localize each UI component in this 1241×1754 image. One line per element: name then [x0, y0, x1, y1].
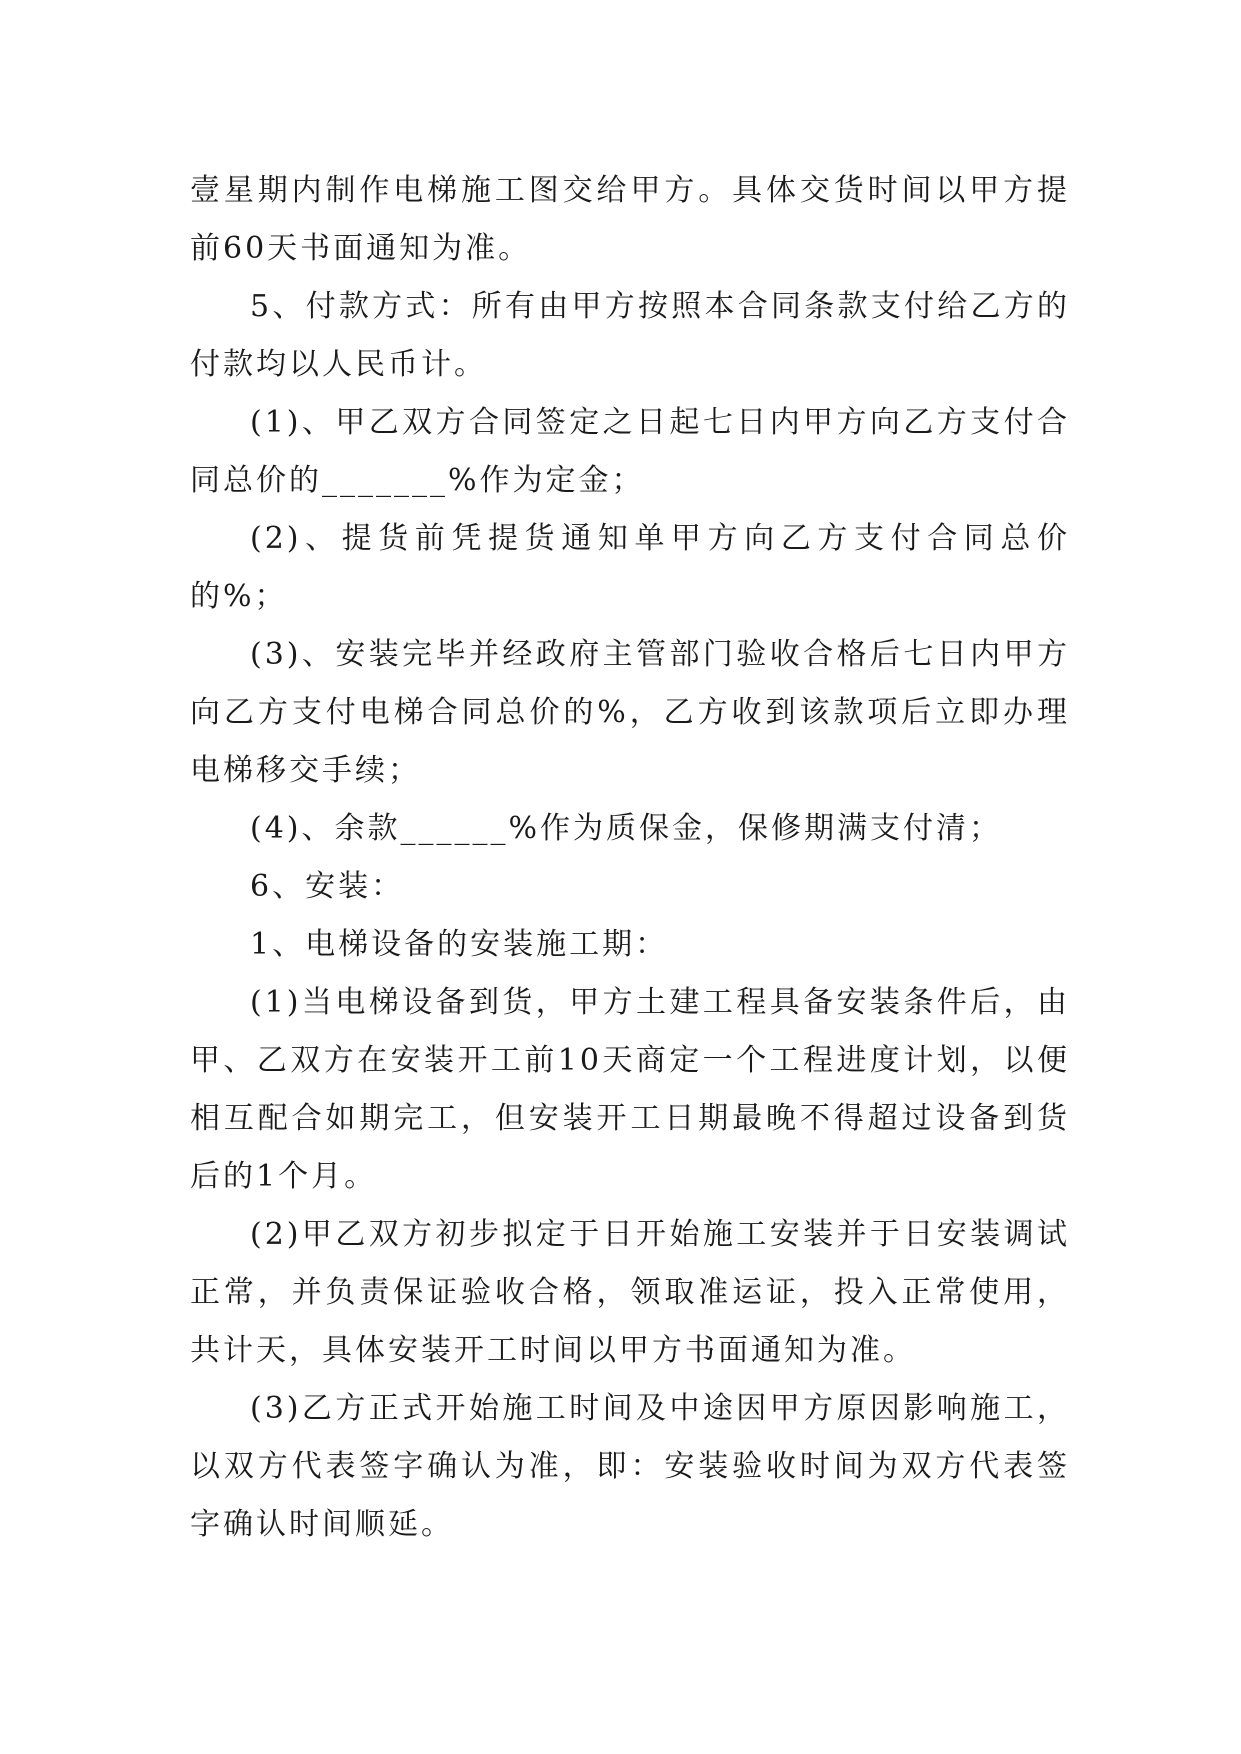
document-body [190, 162, 1070, 1554]
paragraph-payment-acceptance: (3)、安装完毕并经政府主管部门验收合格后七日内甲方向乙方支付电梯合同总价的%，乙方收到该款项后立即办理电梯移交手续； [190, 637, 1070, 788]
paragraph-payment-warranty: (4)、余款______%作为质保金，保修期满支付清； [250, 811, 1003, 846]
paragraph-installation-dates: (2)甲乙双方初步拟定于日开始施工安装并于日安装调试正常，并负责保证验收合格，领取准运证，投入正常使用，共计天，具体安装开工时间以甲方书面通知为准。 [190, 1217, 1070, 1368]
paragraph-payment-pickup: (2)、提货前凭提货通知单甲方向乙方支付合同总价的%； [190, 521, 1070, 614]
paragraph-installation-schedule: (1)当电梯设备到货，甲方土建工程具备安装条件后，由甲、乙双方在安装开工前10天商定一个工程进度计划，以便相互配合如期完工，但安装开工日期最晚不得超过设备到货后的1个月。 [190, 985, 1070, 1194]
paragraph-payment-method: 5、付款方式：所有由甲方按照本合同条款支付给乙方的付款均以人民币计。 [190, 289, 1070, 382]
heading-installation: 6、安装： [250, 869, 405, 904]
paragraph-delivery: 壹星期内制作电梯施工图交给甲方。具体交货时间以甲方提前60天书面通知为准。 [190, 173, 1070, 266]
paragraph-payment-deposit: (1)、甲乙双方合同签定之日起七日内甲方向乙方支付合同总价的_______%作为定金； [190, 405, 1070, 498]
heading-installation-period: 1、电梯设备的安装施工期： [250, 927, 669, 962]
paragraph-installation-delay: (3)乙方正式开始施工时间及中途因甲方原因影响施工，以双方代表签字确认为准，即：安装验收时间为双方代表签字确认时间顺延。 [190, 1391, 1070, 1542]
